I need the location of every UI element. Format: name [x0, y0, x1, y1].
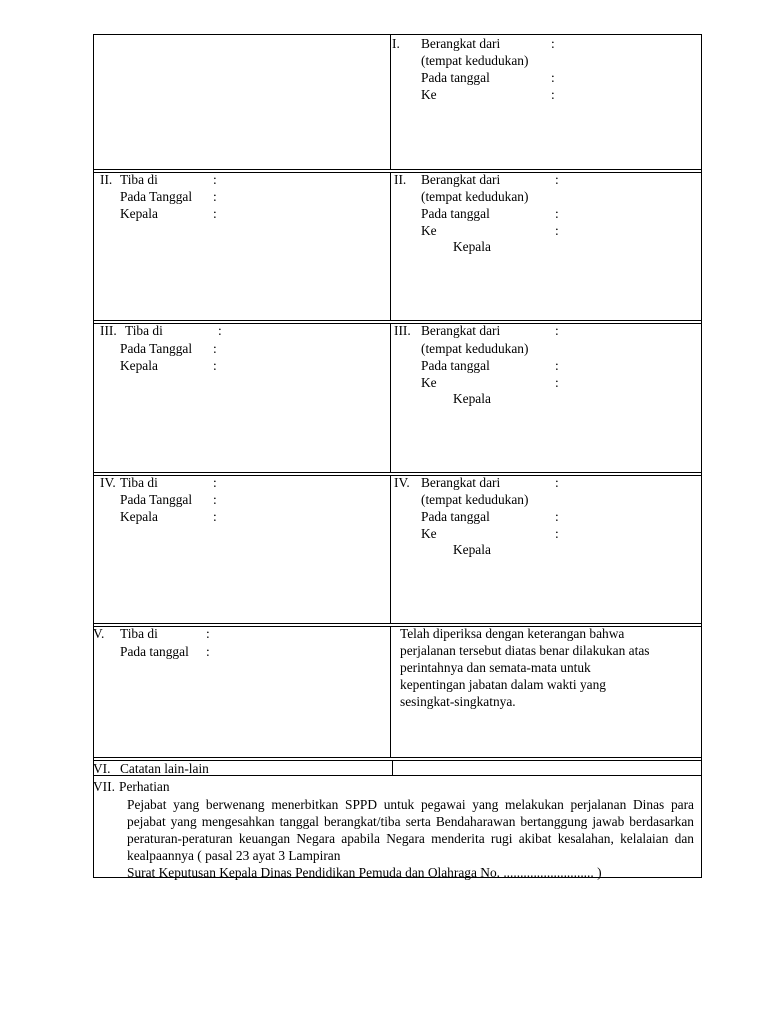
- label-kepala: Kepala: [120, 358, 158, 373]
- section-number: II.: [100, 172, 113, 187]
- colon: :: [213, 358, 217, 373]
- attention-last-line: Surat Keputusan Kepala Dinas Pendidikan Pemuda dan Olahraga No. ........................... ): [127, 865, 602, 880]
- label-pada-tanggal: Pada tanggal: [421, 358, 490, 373]
- label-kepala: Kepala: [120, 206, 158, 221]
- label-kepala: Kepala: [120, 509, 158, 524]
- colon: :: [551, 70, 555, 85]
- section-number: V.: [93, 626, 105, 641]
- section-number: IV.: [394, 475, 410, 490]
- colon: :: [555, 475, 559, 490]
- divider-1: [93, 169, 702, 170]
- verification-line: Telah diperiksa dengan keterangan bahwa: [400, 626, 625, 641]
- mid-line-4: [390, 475, 391, 623]
- label-tempat-kedudukan: (tempat kedudukan): [421, 341, 529, 356]
- divider-5: [93, 757, 702, 758]
- section-number: VI.: [93, 761, 111, 776]
- colon: :: [213, 475, 217, 490]
- label-pada-tanggal: Pada tanggal: [120, 644, 189, 659]
- label-pada-tanggal: Pada tanggal: [421, 206, 490, 221]
- section-number: III.: [394, 323, 411, 338]
- colon: :: [213, 172, 217, 187]
- verification-line: sesingkat-singkatnya.: [400, 694, 516, 709]
- label-tiba-di: Tiba di: [120, 172, 158, 187]
- colon: :: [555, 206, 559, 221]
- divider-3: [93, 472, 702, 473]
- mid-line-3: [390, 323, 391, 472]
- label-ke: Ke: [421, 223, 437, 238]
- colon: :: [206, 626, 210, 641]
- attention-paragraph: [127, 796, 694, 881]
- label-tiba-di: Tiba di: [125, 323, 163, 338]
- section-number: II.: [394, 172, 407, 187]
- colon: :: [555, 375, 559, 390]
- label-berangkat-dari: Berangkat dari: [421, 36, 501, 51]
- label-berangkat-dari: Berangkat dari: [421, 475, 501, 490]
- label-tempat-kedudukan: (tempat kedudukan): [421, 492, 529, 507]
- colon: :: [555, 509, 559, 524]
- label-tempat-kedudukan: (tempat kedudukan): [421, 53, 529, 68]
- section-number: VII.: [93, 779, 115, 794]
- colon: :: [206, 644, 210, 659]
- label-pada-tanggal: Pada tanggal: [421, 509, 490, 524]
- verification-line: kepentingan jabatan dalam wakti yang: [400, 677, 606, 692]
- mid-line-1: [390, 34, 391, 169]
- label-pada-tanggal: Pada tanggal: [421, 70, 490, 85]
- section-number: IV.: [100, 475, 116, 490]
- border-right: [701, 34, 702, 878]
- divider-4: [93, 623, 702, 624]
- mid-line-5: [390, 626, 391, 757]
- label-kepala-signer: Kepala: [453, 391, 491, 406]
- colon: :: [551, 87, 555, 102]
- label-pada-tanggal: Pada Tanggal: [120, 341, 193, 356]
- label-tempat-kedudukan: (tempat kedudukan): [421, 189, 529, 204]
- label-pada-tanggal: Pada Tanggal: [120, 189, 193, 204]
- label-ke: Ke: [421, 375, 437, 390]
- label-kepala-signer: Kepala: [453, 542, 491, 557]
- colon: :: [213, 189, 217, 204]
- label-perhatian: Perhatian: [119, 779, 170, 794]
- label-berangkat-dari: Berangkat dari: [421, 172, 501, 187]
- divider-2: [93, 320, 702, 321]
- colon: :: [555, 223, 559, 238]
- colon: :: [213, 492, 217, 507]
- colon: :: [555, 323, 559, 338]
- colon: :: [213, 341, 217, 356]
- verification-line: perintahnya dan semata-mata untuk: [400, 660, 591, 675]
- colon: :: [213, 509, 217, 524]
- label-kepala-signer: Kepala: [453, 239, 491, 254]
- colon: :: [555, 358, 559, 373]
- label-berangkat-dari: Berangkat dari: [421, 323, 501, 338]
- label-pada-tanggal: Pada Tanggal: [120, 492, 193, 507]
- section-number: III.: [100, 323, 117, 338]
- colon: :: [555, 526, 559, 541]
- border-left: [93, 34, 94, 878]
- colon: :: [218, 323, 222, 338]
- mid-line-2: [390, 172, 391, 320]
- sppd-back-form: [93, 34, 702, 878]
- label-tiba-di: Tiba di: [120, 475, 158, 490]
- label-tiba-di: Tiba di: [120, 626, 158, 641]
- colon: :: [551, 36, 555, 51]
- mid-line-6: [392, 760, 393, 775]
- section-number: I.: [392, 36, 400, 51]
- colon: :: [213, 206, 217, 221]
- label-ke: Ke: [421, 87, 437, 102]
- attention-text: Pejabat yang berwenang menerbitkan SPPD untuk pegawai yang melakukan perjalanan Dinas para pejabat yang mengesahkan tanggal berangkat/tiba serta Bendaharawan bertanggung jawab berdasarkan peraturan-peraturan keuangan Negara apabila Negara menderita rugi akibat kesalahan, kelalaian dan kealpaannya ( pasal 23 ayat 3 Lampiran: [127, 797, 694, 863]
- verification-line: perjalanan tersebut diatas benar dilakukan atas: [400, 643, 650, 658]
- label-ke: Ke: [421, 526, 437, 541]
- colon: :: [555, 172, 559, 187]
- label-catatan: Catatan lain-lain: [120, 761, 209, 776]
